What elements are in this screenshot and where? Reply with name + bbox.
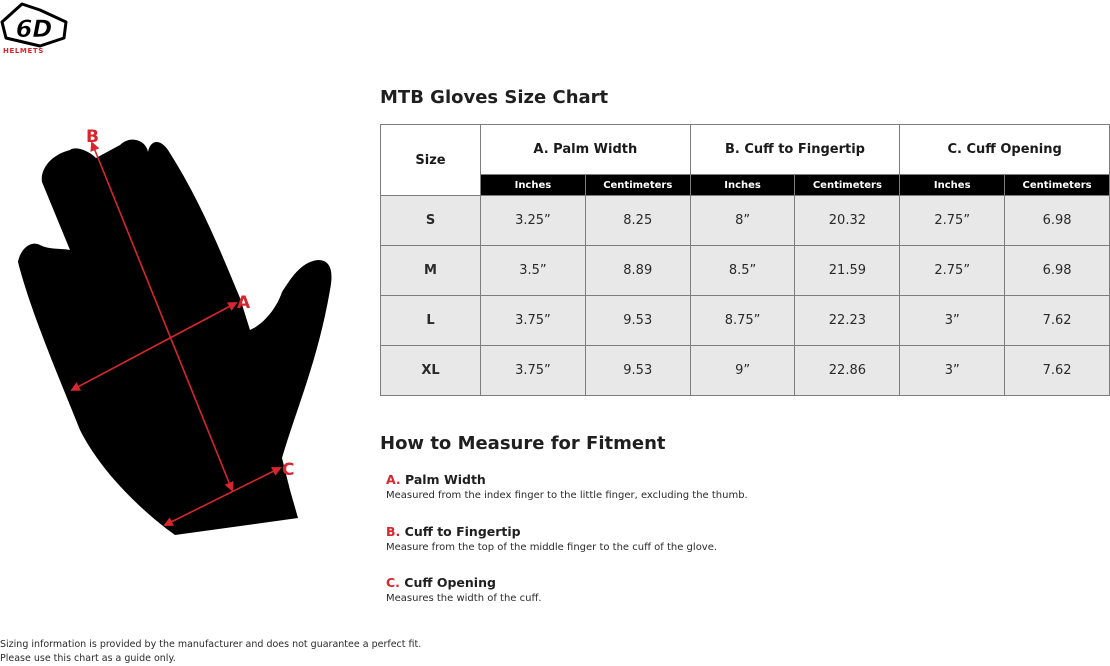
label-c: C [282,460,295,480]
measure-desc: Measures the width of the cuff. [386,593,542,604]
table-row [381,196,1110,246]
measure-key: A. [386,472,401,487]
table-cell: 3.25” [481,196,586,246]
measure-desc: Measure from the top of the middle finger to the cuff of the glove. [386,542,718,553]
measure-name: Cuff to Fingertip [404,524,521,539]
table-cell: 8.89 [585,246,690,296]
table-cell: 22.23 [795,296,900,346]
brand-logo [0,0,70,56]
size-cell: XL [381,346,481,396]
table-cell: 9” [690,346,795,396]
measure-title: How to Measure for Fitment [380,433,666,454]
table-cell: 8.75” [690,296,795,346]
table-cell: 3.75” [481,296,586,346]
table-cell: 3.5” [481,246,586,296]
unit-header: Centimeters [585,175,690,196]
group-header-cuff-opening: C. Cuff Opening [900,125,1110,175]
table-row [381,246,1110,296]
size-cell: L [381,296,481,346]
table-cell: 3.75” [481,346,586,396]
table-cell: 8.5” [690,246,795,296]
measure-item-palm-width [386,472,748,501]
table-row [381,296,1110,346]
size-chart-table [380,124,1110,396]
unit-header: Inches [900,175,1005,196]
measure-key: C. [386,575,400,590]
measure-key: B. [386,524,401,539]
table-row [381,346,1110,396]
table-cell: 8” [690,196,795,246]
disclaimer [0,638,421,666]
logo-subtitle: HELMETS [3,47,44,55]
size-header: Size [381,125,481,196]
disclaimer-line: Sizing information is provided by the manufacturer and does not guarantee a perfect fit. [0,639,422,650]
measure-item-cuff-opening [386,575,542,604]
group-header-cuff-to-fingertip: B. Cuff to Fingertip [690,125,900,175]
unit-header: Centimeters [795,175,900,196]
table-cell: 9.53 [585,346,690,396]
group-header-palm-width: A. Palm Width [481,125,691,175]
measure-item-cuff-to-fingertip [386,524,717,553]
table-cell: 8.25 [585,196,690,246]
table-cell: 7.62 [1005,346,1110,396]
measure-name: Palm Width [405,472,486,487]
table-cell: 3” [900,346,1005,396]
table-cell: 3” [900,296,1005,346]
table-cell: 6.98 [1005,246,1110,296]
table-cell: 6.98 [1005,196,1110,246]
unit-header: Inches [690,175,795,196]
size-cell: S [381,196,481,246]
measure-name: Cuff Opening [404,575,496,590]
table-cell: 2.75” [900,246,1005,296]
table-cell: 7.62 [1005,296,1110,346]
glove-diagram [0,110,340,550]
disclaimer-line: Please use this chart as a guide only. [0,653,176,664]
table-cell: 9.53 [585,296,690,346]
logo-mark-icon [0,0,70,48]
size-cell: M [381,246,481,296]
measure-desc: Measured from the index finger to the little finger, excluding the thumb. [386,490,748,501]
logo-mark-text: 6D [15,15,53,43]
unit-header: Inches [481,175,586,196]
unit-header: Centimeters [1005,175,1110,196]
table-cell: 21.59 [795,246,900,296]
label-b: B [86,127,99,147]
size-chart-title: MTB Gloves Size Chart [380,87,609,108]
table-cell: 2.75” [900,196,1005,246]
table-cell: 22.86 [795,346,900,396]
label-a: A [237,293,251,313]
table-cell: 20.32 [795,196,900,246]
